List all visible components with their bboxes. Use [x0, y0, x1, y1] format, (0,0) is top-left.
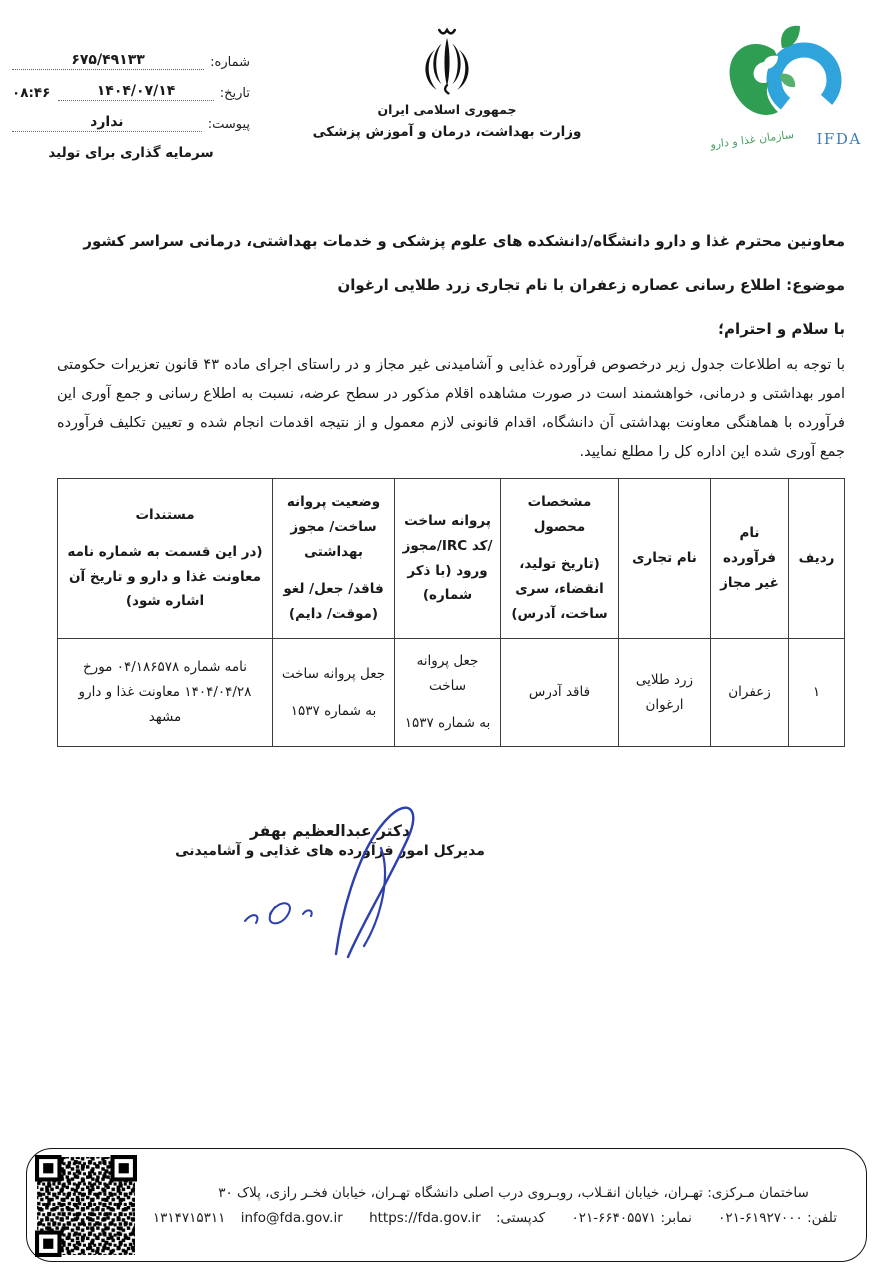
cell-specs: فاقد آدرس	[501, 639, 619, 747]
footer-address: ساختمان مـرکزی: تهـران، خیابان انقـلاب، روبـروی درب اصلی دانشگاه تهـران، خیابان فخـر رازی، پلاک ۳۰	[218, 1184, 809, 1201]
col-header-radif: ردیف	[789, 479, 845, 639]
attachment-value: ندارد	[12, 114, 202, 132]
cell-radif: ۱	[789, 639, 845, 747]
col-header-specs: مشخصات محصول (تاریخ تولید، انقضاء، سری ساخت، آدرس)	[501, 479, 619, 639]
footer-email: info@fda.gov.ir	[240, 1209, 343, 1226]
meta-date-row	[12, 83, 250, 101]
cell-docs: نامه شماره ۰۴/۱۸۶۵۷۸ مورخ ۱۴۰۴/۰۴/۲۸ معاونت غذا و دارو مشهد	[58, 639, 273, 747]
col-header-product: نام فرآورده غیر مجاز	[711, 479, 789, 639]
government-title: جمهوری اسلامی ایران	[377, 102, 517, 117]
footer-contacts-line	[152, 1209, 848, 1226]
col-header-status: وضعیت پروانه ساخت/ مجوز بهداشتی فاقد/ جعل/ لغو (موقت/ دایم)	[273, 479, 395, 639]
footer-website: https://fda.gov.ir	[369, 1209, 481, 1226]
iran-emblem-icon	[418, 24, 476, 96]
subject-line: موضوع: اطلاع رسانی عصاره زعفران با نام تجاری زرد طلایی ارغوان	[337, 276, 845, 294]
meta-number-row	[12, 52, 250, 70]
cell-status: جعل پروانه ساخت به شماره ۱۵۳۷	[273, 639, 395, 747]
qr-finder-bottom-left	[35, 1230, 62, 1257]
date-label: تاریخ:	[219, 86, 250, 101]
col-header-license: پروانه ساخت /کد IRC/مجوز ورود (با ذکر شماره)	[395, 479, 501, 639]
number-value: ۶۷۵/۴۹۱۳۳	[12, 52, 204, 70]
cell-brand: زرد طلایی ارغوان	[619, 639, 711, 747]
qr-finder-top-right	[110, 1155, 137, 1182]
slogan-text: سرمایه گذاری برای تولید	[48, 145, 214, 161]
addressee-line: معاونین محترم غذا و دارو دانشگاه/دانشکده های علوم پزشکی و خدمات بهداشتی، درمانی سراسر کشور	[83, 232, 845, 250]
ifda-logo-icon	[716, 22, 856, 134]
table-header-row	[58, 479, 845, 639]
footer-box	[26, 1148, 867, 1262]
salutation-line: با سلام و احترام؛	[718, 320, 845, 338]
footer-fax: نمابر: ۰۲۱-۶۶۴۰۵۵۷۱	[571, 1209, 692, 1226]
signer-title: مدیرکل امور فرآورده های غذایی و آشامیدنی	[175, 843, 485, 859]
ifda-logo-block	[696, 22, 876, 151]
footer-phone: تلفن: ۰۲۱-۶۱۹۲۷۰۰۰	[718, 1209, 837, 1226]
unauthorized-product-table	[57, 478, 845, 747]
footer-postal-code: کدپستی: ۱۳۱۴۷۱۵۳۱۱	[152, 1209, 546, 1226]
table-row	[58, 639, 845, 747]
ifda-fa-name: سازمان غذا و دارو	[709, 127, 795, 151]
cell-license: جعل پروانه ساخت به شماره ۱۵۳۷	[395, 639, 501, 747]
time-value: ۰۸:۴۶	[12, 85, 51, 101]
letter-meta-block	[12, 52, 250, 161]
qr-code	[35, 1155, 137, 1257]
ministry-title: وزارت بهداشت، درمان و آموزش پزشکی	[312, 124, 582, 140]
attachment-label: پیوست:	[207, 117, 250, 132]
meta-attachment-row	[12, 114, 250, 132]
qr-finder-top-left	[35, 1155, 62, 1182]
cell-product: زعفران	[711, 639, 789, 747]
letter-content	[57, 232, 845, 747]
ministry-header	[297, 24, 597, 140]
col-header-docs: مستندات (در این قسمت به شماره نامه معاونت غذا و دارو و تاریخ آن اشاره شود)	[58, 479, 273, 639]
signer-name: دکتر عبدالعظیم بهفر	[250, 822, 410, 840]
number-label: شماره:	[210, 55, 250, 70]
col-header-brand: نام تجاری	[619, 479, 711, 639]
ifda-en-name: IFDA	[816, 130, 862, 148]
body-paragraph: با توجه به اطلاعات جدول زیر درخصوص فرآورده غذایی و آشامیدنی غیر مجاز و در راستای اجرای ماده ۴۳ قانون تعزیرات حکومتی امور بهداشتی و درمانی، خواهشمند است در صورت مشاهده اقلام مذکور در سطح عرضه، نسبت به اطلاع رسانی و جمع آوری این فرآورده با هماهنگی معاونت بهداشتی آن دانشگاه، اقدام قانونی لازم معمول و از نتیجه اقدمات انجام شده و تعیین تکلیف فرآورده جمع آوری شده این اداره کل را مطلع نمایید.	[57, 357, 845, 460]
footer-contact-block	[152, 1149, 848, 1261]
signature-block	[168, 822, 492, 859]
date-value: ۱۴۰۴/۰۷/۱۴	[58, 83, 213, 101]
